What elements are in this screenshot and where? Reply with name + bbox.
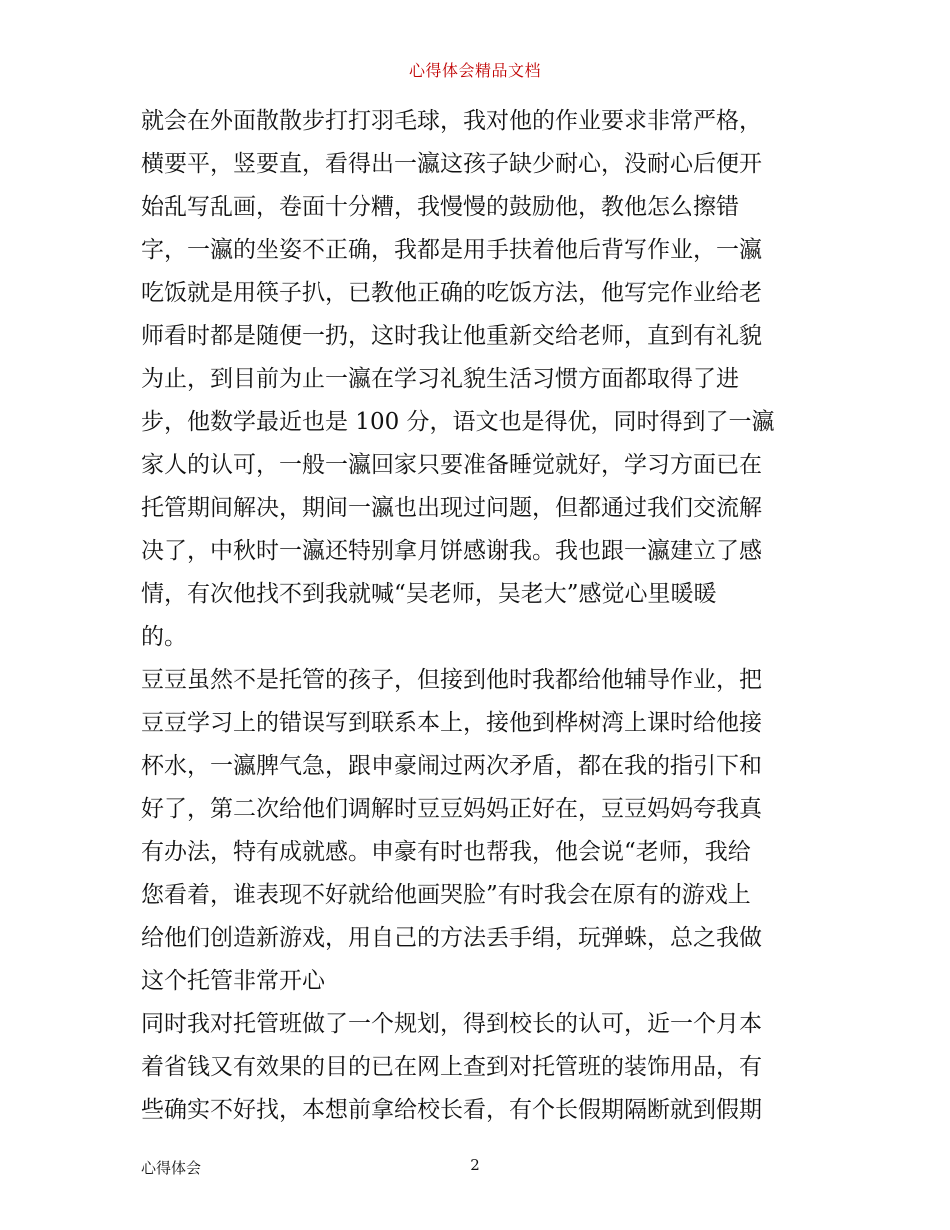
body-text-line: 情，有次他找不到我就喊“吴老师，吴老大”感觉心里暖暖 — [141, 581, 717, 607]
body-text-line: 的。 — [141, 624, 187, 650]
body-text-line: 决了，中秋时一瀛还特别拿月饼感谢我。我也跟一瀛建立了感 — [141, 538, 762, 564]
body-text-line: 字，一瀛的坐姿不正确，我都是用手扶着他后背写作业，一瀛 — [141, 237, 762, 263]
body-text-line: 给他们创造新游戏，用自己的方法丢手绢，玩弹蛛，总之我做 — [141, 925, 762, 951]
body-text-line: 您看着，谁表现不好就给他画哭脸”有时我会在原有的游戏上 — [141, 882, 751, 908]
page-number: 2 — [470, 1156, 480, 1174]
body-text-line: 着省钱又有效果的目的已在网上查到对托管班的装饰用品，有 — [141, 1054, 762, 1080]
body-text-line: 同时我对托管班做了一个规划，得到校长的认可，近一个月本 — [141, 1011, 762, 1037]
body-text-line: 杯水，一瀛脾气急，跟申豪闹过两次矛盾，都在我的指引下和 — [141, 753, 762, 779]
body-text-line: 有办法，特有成就感。申豪有时也帮我，他会说“老师，我给 — [141, 839, 751, 865]
footer-label: 心得体会 — [141, 1159, 202, 1177]
body-text-line: 始乱写乱画，卷面十分糟，我慢慢的鼓励他，教他怎么擦错 — [141, 194, 739, 220]
body-text-line: 师看时都是随便一扔，这时我让他重新交给老师，直到有礼貌 — [141, 323, 762, 349]
body-text-line: 豆豆学习上的错误写到联系本上，接他到桦树湾上课时给他接 — [141, 710, 762, 736]
body-text-line: 好了，第二次给他们调解时豆豆妈妈正好在，豆豆妈妈夸我真 — [141, 796, 762, 822]
body-text-line: 家人的认可，一般一瀛回家只要准备睡觉就好，学习方面已在 — [141, 452, 762, 478]
body-text-line: 这个托管非常开心 — [141, 968, 325, 994]
body-text-line: 吃饭就是用筷子扒，已教他正确的吃饭方法，他写完作业给老 — [141, 280, 762, 306]
body-text-line: 横要平，竖要直，看得出一瀛这孩子缺少耐心，没耐心后便开 — [141, 151, 762, 177]
body-text-line: 豆豆虽然不是托管的孩子，但接到他时我都给他辅导作业，把 — [141, 667, 762, 693]
document-header-title: 心得体会精品文档 — [408, 61, 541, 80]
document-body — [141, 100, 813, 1132]
body-text-line: 些确实不好找，本想前拿给校长看，有个长假期隔断就到假期 — [141, 1097, 762, 1123]
body-text-line: 为止，到目前为止一瀛在学习礼貌生活习惯方面都取得了进 — [141, 366, 739, 392]
body-text-line: 托管期间解决，期间一瀛也出现过问题，但都通过我们交流解 — [141, 495, 762, 521]
body-text-line: 步，他数学最近也是 100 分，语文也是得优，同时得到了一瀛 — [141, 409, 775, 435]
body-text-line: 就会在外面散散步打打羽毛球，我对他的作业要求非常严格， — [141, 108, 762, 134]
